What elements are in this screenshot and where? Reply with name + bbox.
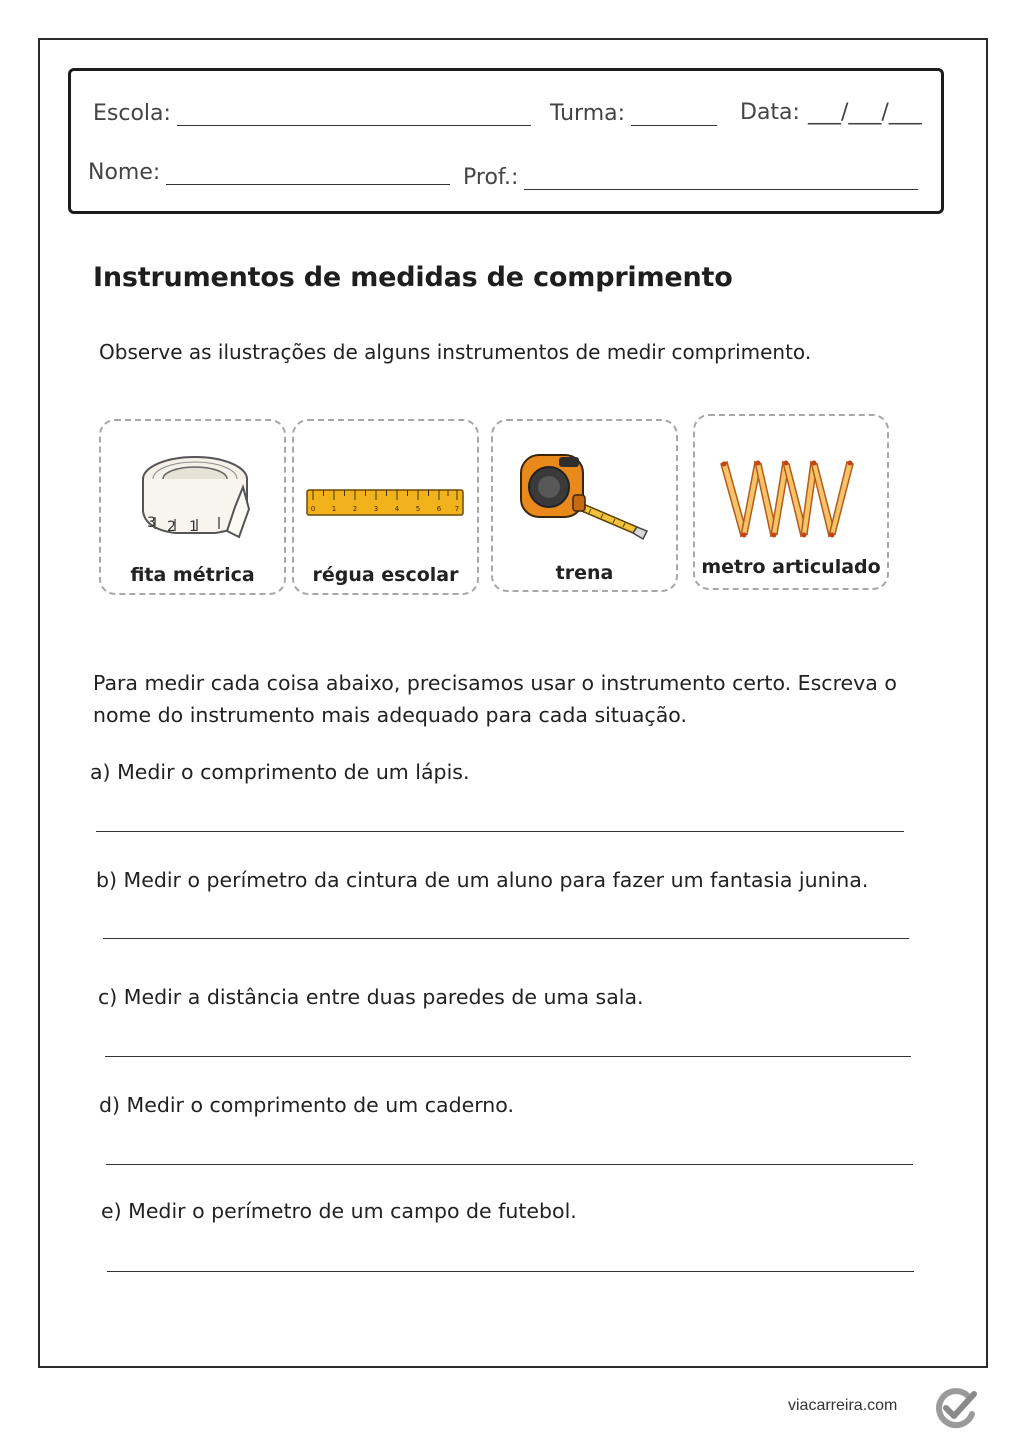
- question-c: c) Medir a distância entre duas paredes de uma sala.: [98, 985, 644, 1009]
- intro-text: Observe as ilustrações de alguns instrumentos de medir comprimento.: [99, 340, 812, 364]
- instrument-label: fita métrica: [130, 564, 255, 586]
- tape-measure-roll-icon: [135, 449, 255, 544]
- ruler-number: 7: [454, 505, 460, 513]
- name-field: [88, 160, 450, 185]
- instructions-text: Para medir cada coisa abaixo, precisamos usar o instrumento certo. Escreva o nome do instrumento mais adequado para cada situação.: [93, 671, 897, 727]
- school-ruler-icon: [306, 489, 464, 517]
- ruler-number: 5: [415, 505, 421, 513]
- teacher-input-line[interactable]: [524, 167, 918, 190]
- answer-line-a[interactable]: [96, 831, 904, 832]
- question-e: e) Medir o perímetro de um campo de futebol.: [101, 1199, 577, 1223]
- retractable-tape-measure-icon: [515, 449, 655, 549]
- class-label: Turma:: [550, 101, 626, 126]
- ruler-number: 1: [331, 505, 337, 513]
- instrument-label: metro articulado: [701, 556, 881, 578]
- answer-line-d[interactable]: [106, 1164, 913, 1165]
- teacher-label: Prof.:: [463, 165, 519, 190]
- header-box: [68, 68, 944, 214]
- tape-number: 2: [167, 519, 176, 535]
- ruler-number: 2: [352, 505, 358, 513]
- tape-number: 3: [147, 515, 156, 531]
- answer-line-b[interactable]: [103, 938, 909, 939]
- school-label: Escola:: [93, 101, 171, 126]
- question-a: a) Medir o comprimento de um lápis.: [90, 760, 470, 784]
- ruler-number: 6: [436, 505, 442, 513]
- instrument-label: trena: [555, 562, 614, 584]
- tape-number: 1: [189, 519, 198, 535]
- class-input-line[interactable]: [631, 103, 717, 126]
- date-label: Data:: [740, 100, 800, 125]
- checkmark-logo-icon: [934, 1386, 978, 1430]
- footer-site[interactable]: viacarreira.com: [788, 1397, 898, 1414]
- answer-line-c[interactable]: [105, 1056, 911, 1057]
- teacher-field: [463, 165, 918, 190]
- instrument-card-folding-rule: [693, 414, 889, 590]
- date-blank[interactable]: ___/___/___: [807, 100, 922, 125]
- question-b: b) Medir o perímetro da cintura de um aluno para fazer um fantasia junina.: [96, 868, 869, 892]
- answer-line-e[interactable]: [107, 1271, 914, 1272]
- folding-rule-icon: [717, 456, 867, 546]
- ruler-number: 0: [310, 505, 316, 513]
- instrument-card-tape-roll: [99, 419, 286, 595]
- ruler-number: 4: [394, 505, 400, 513]
- page-title: Instrumentos de medidas de comprimento: [93, 262, 733, 293]
- date-field: [740, 100, 922, 125]
- school-input-line[interactable]: [177, 103, 531, 126]
- instrument-card-ruler: [292, 419, 479, 595]
- name-input-line[interactable]: [166, 162, 450, 185]
- question-d: d) Medir o comprimento de um caderno.: [99, 1093, 514, 1117]
- instrument-card-trena: [491, 419, 678, 592]
- instrument-label: régua escolar: [312, 564, 459, 586]
- school-field: [93, 101, 531, 126]
- ruler-number: 3: [373, 505, 379, 513]
- class-field: [550, 101, 717, 126]
- name-label: Nome:: [88, 160, 161, 185]
